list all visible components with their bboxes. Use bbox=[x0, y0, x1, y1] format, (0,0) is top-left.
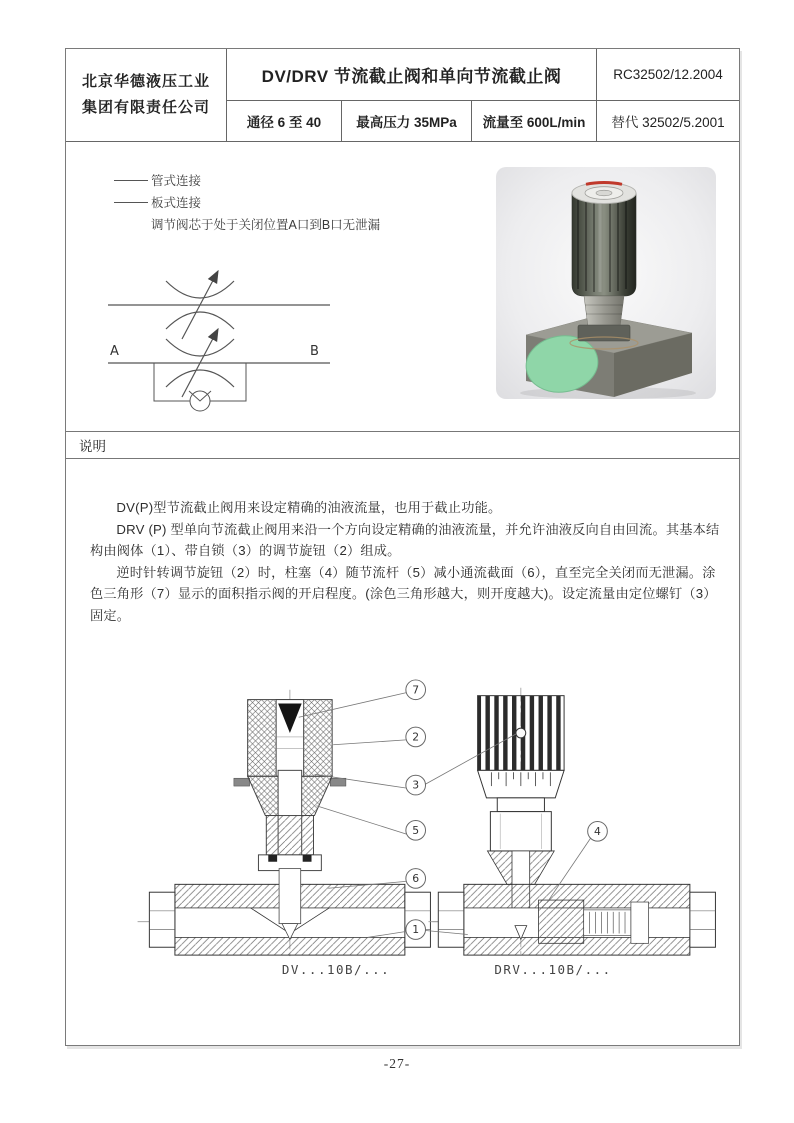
feature-note: 调节阀芯于处于关闭位置A口到B口无泄漏 bbox=[151, 218, 381, 232]
header-table bbox=[66, 49, 739, 142]
product-photo bbox=[496, 167, 716, 399]
company-name bbox=[66, 49, 226, 141]
sectional-drawings bbox=[73, 676, 723, 961]
callout-4 bbox=[588, 821, 608, 841]
spec-diameter: 通径 6 至 40 bbox=[226, 101, 341, 141]
doc-title: DV/DRV 节流截止阀和单向节流截止阀 bbox=[226, 49, 596, 101]
spec-pressure: 最高压力 35MPa bbox=[341, 101, 471, 141]
callout-4-number: 4 bbox=[594, 824, 601, 838]
spec-flow: 流量至 600L/min bbox=[471, 101, 596, 141]
dash-line bbox=[114, 202, 148, 203]
callout-2 bbox=[406, 727, 426, 747]
section-title-description: 说明 bbox=[66, 431, 739, 459]
callout-7 bbox=[406, 680, 426, 700]
feature-pipe-connection bbox=[114, 169, 380, 191]
knob-set-screw bbox=[516, 728, 526, 738]
feature-plate-connection bbox=[114, 191, 380, 213]
datasheet-page bbox=[65, 48, 740, 1046]
callout-2-number: 2 bbox=[412, 730, 420, 744]
doc-code: RC32502/12.2004 bbox=[596, 49, 739, 101]
check-plunger bbox=[539, 900, 584, 943]
dv-valve-drawing bbox=[138, 690, 443, 957]
callout-5 bbox=[406, 820, 426, 840]
feature-list bbox=[114, 169, 380, 235]
description-paragraph-3: 逆时针转调节旋钮（2）时，柱塞（4）随节流杆（5）减小通流截面（6），直至完全关闭而无泄漏。涂色三角形（7）显示的面积指示阀的开启程度。(涂色三角形越大，则开度越大)。设定流量由定位螺钉（3）固定。 bbox=[90, 564, 717, 623]
throttle-check-valve-symbol bbox=[108, 329, 330, 411]
spec-supersedes: 替代 32502/5.2001 bbox=[596, 101, 739, 141]
description-text bbox=[90, 497, 720, 626]
port-b-label: B bbox=[310, 344, 319, 359]
page-number: -27- bbox=[383, 1056, 411, 1071]
callout-3-number: 3 bbox=[412, 778, 420, 792]
callout-7-number: 7 bbox=[412, 683, 420, 697]
description-paragraph-2: DRV (P) 型单向节流截止阀用来沿一个方向设定精确的油液流量，并允许油液反向自由回流。其基本结构由阀体（1）、带自锁（3）的调节旋钮（2）组成。 bbox=[90, 521, 720, 558]
company-line-1: 北京华德液压工业 bbox=[81, 72, 210, 90]
dash-line bbox=[114, 180, 148, 181]
hydraulic-symbol-diagram bbox=[94, 263, 344, 428]
caption-drv: DRV...10B/... bbox=[494, 962, 612, 977]
port-a-label: A bbox=[110, 344, 119, 359]
callout-6 bbox=[406, 869, 426, 889]
company-line-2: 集团有限责任公司 bbox=[81, 99, 210, 116]
drv-valve-drawing bbox=[428, 688, 715, 957]
throttle-valve-symbol bbox=[108, 271, 330, 339]
feature-pipe-label: 管式连接 bbox=[151, 174, 202, 188]
callout-5-number: 5 bbox=[412, 823, 420, 837]
callout-3 bbox=[406, 775, 426, 795]
caption-dv: DV...10B/... bbox=[281, 962, 391, 977]
description-paragraph-1: DV(P)型节流截止阀用来设定精确的油液流量，也用于截止功能。 bbox=[116, 500, 502, 515]
feature-plate-label: 板式连接 bbox=[151, 196, 202, 210]
callout-6-number: 6 bbox=[412, 871, 420, 885]
callout-1 bbox=[406, 920, 426, 940]
callout-1-number: 1 bbox=[412, 923, 420, 937]
